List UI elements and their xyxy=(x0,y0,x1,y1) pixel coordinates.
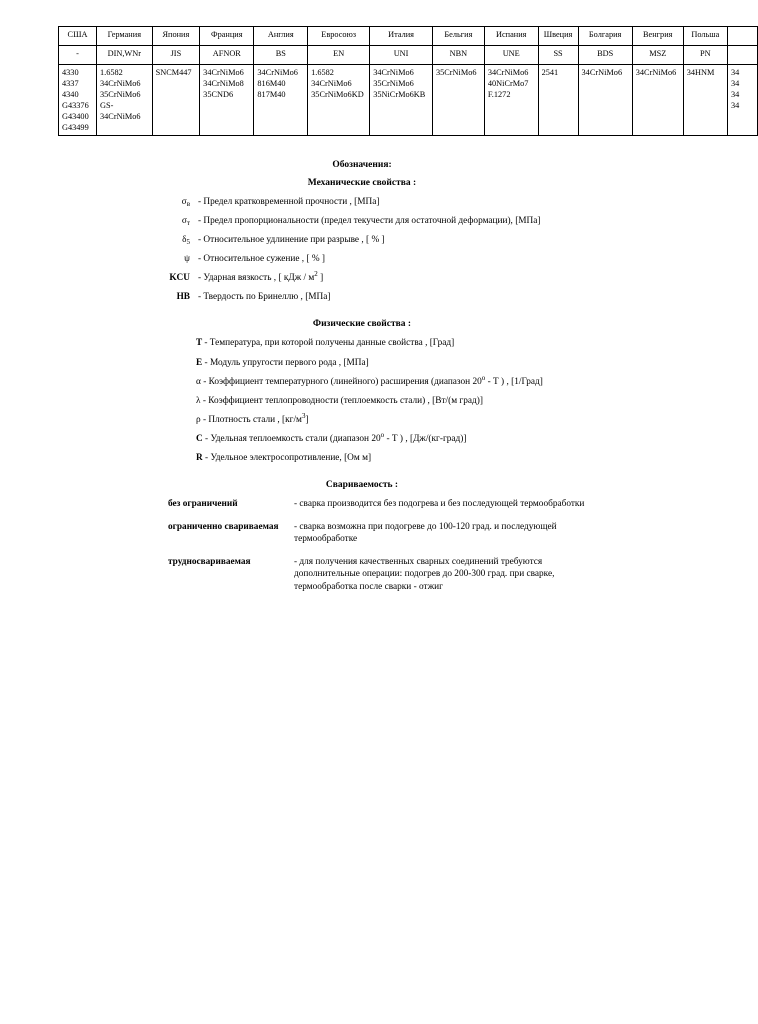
weldability-description: - для получения качественных сварных соединений требуются дополнительные операции: подогрев до 200-300 град. при сварке, термообработка после сварки - отжиг xyxy=(294,556,555,592)
legend-symbol: α xyxy=(196,376,204,387)
table-col-standard: MSZ xyxy=(632,46,683,65)
weldability-description: - сварка производится без подогрева и без последующей термообработки xyxy=(294,499,585,510)
legend-row xyxy=(0,373,724,388)
legend-description: - Относительное сужение , [ % ] xyxy=(198,254,326,265)
legend-description: - Относительное удлинение при разрыве , [ % ] xyxy=(198,235,385,246)
table-col-country: Германия xyxy=(97,27,153,46)
table-col-standard: UNE xyxy=(484,46,538,65)
table-col-standard: BDS xyxy=(578,46,632,65)
table-col-country: Болгария xyxy=(578,27,632,46)
table-col-standard: JIS xyxy=(152,46,200,65)
table-col-standard: PN xyxy=(683,46,727,65)
legend-description: - Удельная теплоемкость стали (диапазон 20$^o$ - Т ) , [Дж/(кг-град)] xyxy=(205,430,467,444)
table-col-country: США xyxy=(59,27,97,46)
legend-description: - Плотность стали , $[кг/м^3]$ xyxy=(202,411,309,425)
legend-symbol: $\sigma_в$ xyxy=(181,197,190,208)
weldability-title: Свариваемость : xyxy=(325,480,399,491)
table-col-country: Евросоюз xyxy=(308,27,370,46)
legend-row xyxy=(0,452,724,464)
table-col-country: Франция xyxy=(200,27,254,46)
table-row xyxy=(59,65,758,136)
legend-row xyxy=(0,411,724,426)
legend-symbol: ψ xyxy=(184,254,190,265)
legend-description: - Предел кратковременной прочности , [МПа] xyxy=(198,197,380,207)
weldability-row xyxy=(0,521,724,546)
mechanical-properties-title: Механические свойства : xyxy=(307,178,417,188)
weldability-label: без ограничений xyxy=(168,499,238,510)
legend-symbol: HB xyxy=(176,292,190,303)
legend-symbol: KCU xyxy=(169,273,190,284)
physical-properties-list xyxy=(0,337,724,464)
mechanical-properties-list xyxy=(0,196,724,303)
table-cell-grades: 34CrNiMo6 35CrNiMo6 35NiCrMo6KB xyxy=(370,65,433,136)
legend-row xyxy=(0,291,724,303)
legend-row xyxy=(0,357,724,369)
table-col-country: Япония xyxy=(152,27,200,46)
table-col-standard xyxy=(727,46,757,65)
table-col-country: Италия xyxy=(370,27,433,46)
weldability-list xyxy=(0,498,724,593)
legend-description: - Коэффициент температурного (линейного) расширения (диапазон 20$^o$ - Т ) , [1/Град] xyxy=(203,373,543,387)
table-col-country: Англия xyxy=(254,27,308,46)
table-cell-grades: 2541 xyxy=(538,65,578,136)
legend-description: - Коэффициент теплопроводности (теплоемкость стали) , [Вт/(м град)] xyxy=(202,395,483,406)
legend-symbol: R xyxy=(196,452,206,463)
legend-description: - Предел пропорциональности (предел текучести для остаточной деформации), [МПа] xyxy=(198,216,541,227)
table-cell-grades: SNCM447 xyxy=(152,65,200,136)
table-cell-grades: 1.6582 34CrNiMo6 35CrNiMo6 GS- 34CrNiMo6 xyxy=(97,65,153,136)
table-header-standards xyxy=(59,46,758,65)
legend-row xyxy=(0,253,724,265)
legend-row xyxy=(0,395,724,407)
table-col-standard: BS xyxy=(254,46,308,65)
weldability-label: трудносвариваемая xyxy=(168,556,251,567)
table-col-country: Бельгия xyxy=(432,27,484,46)
table-col-country: Испания xyxy=(484,27,538,46)
legend-row xyxy=(0,215,724,227)
table-col-country: Венгрия xyxy=(632,27,683,46)
weldability-row xyxy=(0,498,724,511)
legend-symbol: $\delta_5$ xyxy=(182,235,190,247)
weldability-label: ограниченно свариваемая xyxy=(168,521,279,532)
table-col-standard: SS xyxy=(538,46,578,65)
legend-heading: Обозначения: xyxy=(332,160,392,170)
legend-row xyxy=(0,430,724,445)
table-col-standard: AFNOR xyxy=(200,46,254,65)
legend-row xyxy=(0,234,724,246)
table-col-country xyxy=(727,27,757,46)
table-cell-grades: 34CrNiMo6 xyxy=(632,65,683,136)
table-cell-grades: 34CrNiMo6 40NiCrMo7 F.1272 xyxy=(484,65,538,136)
legend-symbol: ρ xyxy=(196,414,203,425)
table-cell-grades: 34HNM xyxy=(683,65,727,136)
weldability-description: - сварка возможна при подогреве до 100-120 град. и последующей термообработке xyxy=(294,521,557,545)
legend-symbol: $\sigma_т$ xyxy=(181,216,190,228)
legend-symbol: E xyxy=(196,357,205,368)
table-cell-grades: 35CrNiMo6 xyxy=(432,65,484,136)
legend-row xyxy=(0,337,724,349)
table-col-standard: NBN xyxy=(432,46,484,65)
legend-description: - Ударная вязкость , [ кДж / $м^2$ ] xyxy=(198,270,324,284)
table-cell-grades: 34CrNiMo6 816M40 817M40 xyxy=(254,65,308,136)
table-cell-grades: 4330 4337 4340 G43376 G43400 G43499 xyxy=(59,65,97,136)
table-cell-grades: 34CrNiMo6 34CrNiMo8 35CND6 xyxy=(200,65,254,136)
legend-symbol: T xyxy=(196,338,205,349)
legend-row xyxy=(0,272,724,284)
weldability-row xyxy=(0,556,724,594)
legend-description: - Твердость по Бринеллю , [МПа] xyxy=(198,292,331,303)
legend-description: - Модуль упругости первого рода , [МПа] xyxy=(204,357,369,368)
table-col-standard: UNI xyxy=(370,46,433,65)
legend-description: - Температура, при которой получены данные свойства , [Град] xyxy=(204,338,455,349)
table-col-standard: - xyxy=(59,46,97,65)
table-cell-grades: 1.6582 34CrNiMo6 35CrNiMo6KD xyxy=(308,65,370,136)
steel-standards-table xyxy=(58,26,758,136)
physical-properties-title: Физические свойства : xyxy=(312,319,412,330)
table-col-country: Польша xyxy=(683,27,727,46)
legend-symbol: C xyxy=(196,433,206,444)
legend-section xyxy=(0,160,724,603)
legend-symbol: λ xyxy=(196,395,203,406)
table-col-standard: EN xyxy=(308,46,370,65)
table-cell-grades: 34 34 34 34 xyxy=(727,65,757,136)
table-col-country: Швеция xyxy=(538,27,578,46)
table-col-standard: DIN,WNr xyxy=(97,46,153,65)
legend-description: - Удельное электросопротивление, [Ом м] xyxy=(205,452,372,463)
table-cell-grades: 34CrNiMo6 xyxy=(578,65,632,136)
legend-row xyxy=(0,196,724,208)
steel-standards-table-wrapper xyxy=(58,26,758,136)
table-header-countries xyxy=(59,27,758,46)
